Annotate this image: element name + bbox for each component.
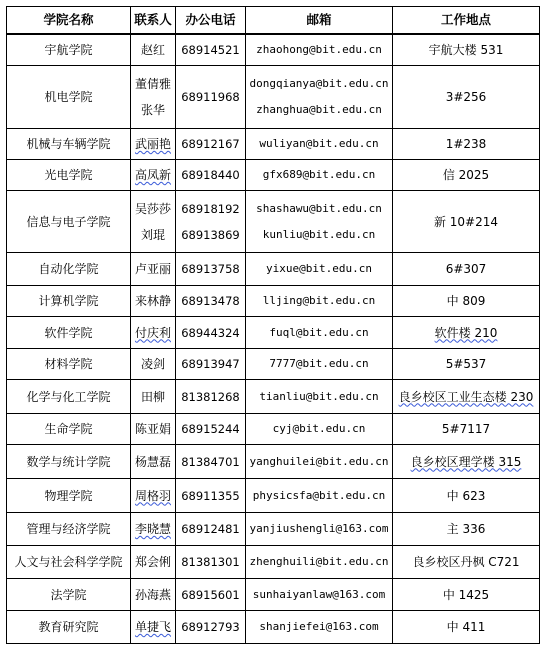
phone-cell [176, 286, 246, 317]
email-address[interactable]: yixue@bit.edu.cn [266, 262, 372, 275]
contact-name: 来林静 [134, 294, 171, 308]
location-cell [393, 349, 540, 380]
phone-number: 68911355 [181, 488, 240, 503]
email-address[interactable]: zhanghua@bit.edu.cn [256, 103, 382, 116]
contact-name: 周格羽 [134, 488, 171, 503]
phone-number: 81384701 [181, 454, 240, 469]
phone-cell [176, 380, 246, 414]
table-row [7, 286, 540, 317]
table-row [7, 611, 540, 644]
college-cell [7, 611, 131, 644]
contact-cell [131, 34, 176, 66]
college-cell [7, 479, 131, 513]
email-address[interactable]: lljing@bit.edu.cn [262, 294, 376, 307]
college-cell [7, 129, 131, 160]
email-cell [246, 579, 393, 611]
location-cell [393, 191, 540, 253]
contact-name: 杨慧磊 [134, 454, 171, 469]
email-address[interactable]: 7777@bit.edu.cn [269, 357, 369, 370]
location-text: 5#7117 [441, 422, 491, 436]
college-cell [7, 286, 131, 317]
contact-cell [131, 317, 176, 349]
contact-name: 凌剑 [140, 357, 165, 371]
college-name: 数学与统计学院 [26, 454, 111, 469]
phone-number: 68913947 [181, 357, 240, 371]
college-cell [7, 414, 131, 445]
email-cell [246, 611, 393, 644]
table-row [7, 445, 540, 479]
phone-number: 68912167 [181, 137, 240, 151]
college-cell [7, 253, 131, 286]
email-cell [246, 129, 393, 160]
table-body [7, 34, 540, 644]
email-address[interactable]: tianliu@bit.edu.cn [259, 389, 379, 403]
contact-cell [131, 286, 176, 317]
phone-number: 68911968 [181, 90, 240, 104]
email-address[interactable]: yanghuilei@bit.edu.cn [249, 454, 389, 468]
phone-cell [176, 129, 246, 160]
email-cell [246, 349, 393, 380]
email-cell [246, 34, 393, 66]
email-cell [246, 253, 393, 286]
phone-cell [176, 479, 246, 513]
email-cell [246, 66, 393, 129]
location-cell [393, 253, 540, 286]
contact-name: 刘琨 [140, 227, 165, 242]
contact-name: 吴莎莎 [134, 201, 171, 216]
location-text: 6#307 [445, 262, 487, 276]
location-text: 中 809 [446, 294, 486, 308]
phone-cell [176, 349, 246, 380]
location-cell [393, 66, 540, 129]
location-text: 宇航大楼 531 [428, 42, 504, 57]
contact-name: 李晓慧 [134, 522, 171, 536]
email-address[interactable]: shashawu@bit.edu.cn [256, 201, 382, 215]
college-name: 软件学院 [44, 325, 93, 340]
contact-name: 田柳 [140, 389, 165, 404]
college-cell [7, 513, 131, 546]
college-name: 宇航学院 [44, 42, 93, 57]
table-row [7, 414, 540, 445]
location-cell [393, 414, 540, 445]
header-phone: 办公电话 [176, 7, 246, 34]
phone-cell [176, 66, 246, 129]
location-text: 软件楼 210 [434, 325, 498, 340]
phone-number: 68913758 [181, 262, 240, 276]
phone-cell [176, 191, 246, 253]
location-text: 5#537 [445, 357, 487, 371]
header-location: 工作地点 [393, 7, 540, 34]
contact-name: 高凤新 [134, 168, 171, 182]
location-text: 良乡校区工业生态楼 230 [398, 389, 534, 404]
contact-name: 赵红 [140, 42, 165, 57]
phone-cell [176, 414, 246, 445]
contact-name: 陈亚娟 [134, 422, 171, 436]
location-text: 中 411 [446, 620, 486, 634]
college-name: 生命学院 [44, 422, 93, 436]
email-cell [246, 317, 393, 349]
location-text: 良乡校区理学楼 315 [410, 454, 522, 469]
phone-number: 68915601 [181, 587, 240, 602]
table-row [7, 34, 540, 66]
phone-number: 68913478 [181, 294, 240, 308]
contact-cell [131, 546, 176, 579]
college-cell [7, 349, 131, 380]
email-address[interactable]: shanjiefei@163.com [259, 620, 379, 633]
location-text: 中 1425 [442, 587, 490, 602]
email-address[interactable]: dongqianya@bit.edu.cn [249, 77, 389, 90]
table-row [7, 191, 540, 253]
contact-name: 单捷飞 [134, 620, 171, 634]
email-address[interactable]: fuql@bit.edu.cn [269, 325, 369, 339]
table-row [7, 66, 540, 129]
contact-cell [131, 445, 176, 479]
email-cell [246, 191, 393, 253]
email-cell [246, 513, 393, 546]
phone-cell [176, 611, 246, 644]
header-contact: 联系人 [131, 7, 176, 34]
email-address[interactable]: cyj@bit.edu.cn [272, 422, 366, 435]
phone-number: 68918440 [181, 168, 240, 182]
table-row [7, 479, 540, 513]
email-address[interactable]: zhaohong@bit.edu.cn [256, 42, 382, 56]
location-text: 主 336 [446, 522, 486, 536]
contact-cell [131, 66, 176, 129]
contact-name: 孙海燕 [134, 587, 171, 602]
contact-cell [131, 479, 176, 513]
college-name: 法学院 [50, 587, 87, 602]
email-cell [246, 445, 393, 479]
phone-number: 68913869 [181, 227, 240, 242]
header-college: 学院名称 [7, 7, 131, 34]
email-address[interactable]: kunliu@bit.edu.cn [262, 227, 376, 241]
email-address[interactable]: gfx689@bit.edu.cn [262, 168, 376, 181]
email-cell [246, 286, 393, 317]
college-name: 化学与化工学院 [26, 389, 111, 404]
location-text: 新 10#214 [433, 214, 499, 229]
college-cell [7, 34, 131, 66]
table-row [7, 380, 540, 414]
location-cell [393, 513, 540, 546]
college-contact-table [6, 6, 540, 644]
college-name: 管理与经济学院 [26, 522, 111, 536]
table-row [7, 579, 540, 611]
email-cell [246, 380, 393, 414]
email-address[interactable]: wuliyan@bit.edu.cn [259, 137, 379, 150]
email-address[interactable]: zhenghuili@bit.edu.cn [249, 555, 389, 568]
phone-number: 68944324 [181, 325, 240, 340]
contact-name: 武丽艳 [134, 137, 171, 151]
college-name: 物理学院 [44, 488, 93, 503]
email-cell [246, 160, 393, 191]
phone-cell [176, 579, 246, 611]
college-name: 信息与电子学院 [26, 214, 111, 229]
location-cell [393, 546, 540, 579]
location-cell [393, 129, 540, 160]
phone-cell [176, 160, 246, 191]
college-cell [7, 160, 131, 191]
phone-number: 68918192 [181, 201, 240, 216]
contact-name: 付庆利 [134, 325, 171, 340]
email-address[interactable]: physicsfa@bit.edu.cn [252, 488, 386, 502]
location-cell [393, 317, 540, 349]
contact-name: 卢亚丽 [134, 262, 171, 276]
phone-cell [176, 445, 246, 479]
table-row [7, 349, 540, 380]
contact-cell [131, 253, 176, 286]
table-row [7, 253, 540, 286]
phone-number: 68915244 [181, 422, 240, 436]
table-row [7, 546, 540, 579]
contact-cell [131, 160, 176, 191]
college-name: 机电学院 [44, 90, 93, 104]
college-cell [7, 445, 131, 479]
college-cell [7, 191, 131, 253]
contact-cell [131, 349, 176, 380]
location-cell [393, 479, 540, 513]
phone-number: 68912481 [181, 522, 240, 536]
email-cell [246, 479, 393, 513]
contact-cell [131, 611, 176, 644]
college-name: 人文与社会科学学院 [14, 555, 123, 569]
location-cell [393, 286, 540, 317]
location-text: 中 623 [446, 488, 486, 503]
table-row [7, 129, 540, 160]
location-cell [393, 380, 540, 414]
phone-cell [176, 546, 246, 579]
college-name: 教育研究院 [38, 620, 99, 634]
phone-number: 81381268 [181, 389, 240, 404]
location-text: 3#256 [445, 90, 487, 104]
college-name: 计算机学院 [38, 294, 99, 308]
college-cell [7, 66, 131, 129]
contact-name: 张华 [140, 103, 165, 117]
contact-cell [131, 513, 176, 546]
phone-number: 68914521 [181, 42, 240, 57]
location-text: 良乡校区丹枫 C721 [412, 555, 520, 569]
contact-cell [131, 579, 176, 611]
phone-number: 68912793 [181, 620, 240, 634]
location-cell [393, 445, 540, 479]
college-name: 光电学院 [44, 168, 93, 182]
college-name: 自动化学院 [38, 262, 99, 276]
location-cell [393, 34, 540, 66]
college-cell [7, 546, 131, 579]
email-address[interactable]: sunhaiyanlaw@163.com [252, 587, 386, 601]
location-cell [393, 160, 540, 191]
contact-cell [131, 191, 176, 253]
college-cell [7, 579, 131, 611]
header-email: 邮箱 [246, 7, 393, 34]
phone-cell [176, 253, 246, 286]
contact-table-container [6, 6, 540, 644]
contact-cell [131, 414, 176, 445]
location-text: 1#238 [445, 137, 487, 151]
location-cell [393, 579, 540, 611]
college-cell [7, 380, 131, 414]
phone-cell [176, 34, 246, 66]
table-row [7, 513, 540, 546]
email-cell [246, 546, 393, 579]
phone-number: 81381301 [181, 555, 240, 569]
location-cell [393, 611, 540, 644]
header-row [7, 7, 540, 34]
college-cell [7, 317, 131, 349]
college-name: 机械与车辆学院 [26, 137, 111, 151]
phone-cell [176, 317, 246, 349]
table-row [7, 317, 540, 349]
contact-name: 董倩雅 [134, 77, 171, 91]
email-cell [246, 414, 393, 445]
contact-cell [131, 380, 176, 414]
college-name: 材料学院 [44, 357, 93, 371]
phone-cell [176, 513, 246, 546]
contact-cell [131, 129, 176, 160]
location-text: 信 2025 [442, 168, 490, 182]
contact-name: 郑会俐 [134, 555, 171, 569]
table-row [7, 160, 540, 191]
email-address[interactable]: yanjiushengli@163.com [249, 522, 389, 535]
